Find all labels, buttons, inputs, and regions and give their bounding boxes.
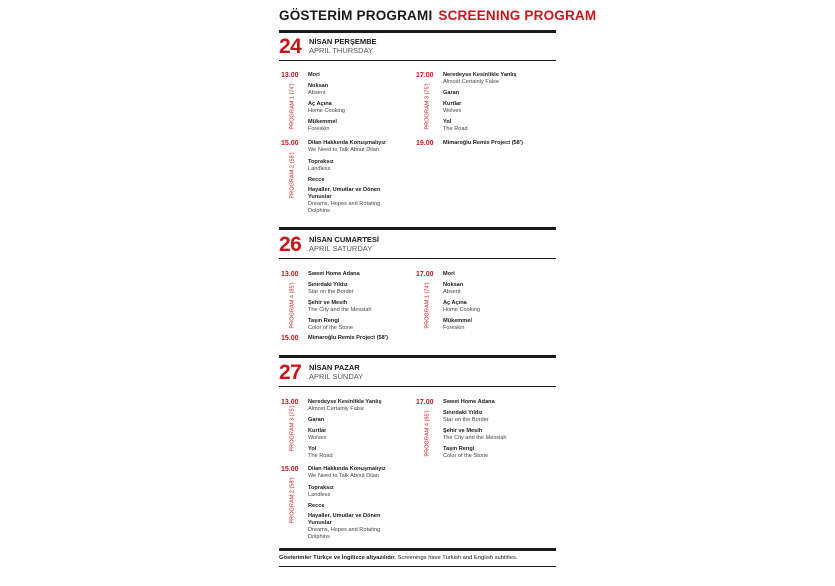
film-entry: Sweet Home Adana bbox=[443, 399, 495, 405]
film-entry: Garan bbox=[308, 417, 325, 423]
subtitle-note-turkish: Gösterimler Türkçe ve İngilizce altyazılıdır. bbox=[279, 555, 396, 561]
screening-time: 17.00 bbox=[416, 72, 434, 79]
program-label: PROGRAM 4 (85') bbox=[424, 409, 431, 457]
film-entry: Mimaroğlu Remix Project (58') bbox=[308, 335, 388, 341]
film-entry: Hayaller, Umutlar ve Dönen Yunuslar Dreams, Hopes and Rotating Dolphins bbox=[308, 187, 381, 214]
film-entry: Sınırdaki Yıldız Star on the Border bbox=[308, 282, 354, 295]
title-english: SCREENING PROGRAM bbox=[438, 8, 597, 23]
film-entry: Şehir ve Mesih The City and the Messiah bbox=[443, 428, 507, 441]
film-entry: Neredeyse Kesinlikle Yanlış Almost Certainly False bbox=[308, 399, 382, 412]
film-entry: Recce bbox=[308, 503, 325, 509]
day-label-turkish: NİSAN CUMARTESİ bbox=[309, 235, 380, 244]
film-entry: Kurtlar Wolves bbox=[308, 428, 327, 441]
divider bbox=[279, 258, 556, 259]
film-entry: Dilan Hakkında Konuşmalıyız We Need to Talk About Dilan bbox=[308, 140, 386, 153]
screening-time: 15.00 bbox=[281, 335, 299, 342]
day-label-turkish: NİSAN PERŞEMBE bbox=[309, 37, 377, 46]
film-entry: Noksan Absent bbox=[308, 83, 329, 96]
program-label: PROGRAM 4 (85') bbox=[289, 281, 296, 329]
film-entry: Mori bbox=[443, 271, 455, 277]
screening-time: 13.00 bbox=[281, 72, 299, 79]
subtitle-note-english: Screenings have Turkish and English subtitles. bbox=[397, 555, 518, 561]
film-entry: Kurtlar Wolves bbox=[443, 101, 462, 114]
film-entry: Noksan Absent bbox=[443, 282, 464, 295]
film-entry: Neredeyse Kesinlikle Yanlış Almost Certainly False bbox=[443, 72, 517, 85]
subtitle-note bbox=[279, 555, 556, 561]
film-entry: Garan bbox=[443, 90, 460, 96]
program-label: PROGRAM 2 (58') bbox=[289, 151, 296, 199]
divider bbox=[279, 30, 556, 33]
film-entry: Yol The Road bbox=[443, 119, 468, 132]
program-label: PROGRAM 3 (75') bbox=[289, 404, 296, 452]
day-label-english: APRIL SATURDAY bbox=[309, 244, 373, 253]
screening-time: 15.00 bbox=[281, 140, 299, 147]
program-label: PROGRAM 3 (75') bbox=[424, 82, 431, 130]
film-entry: Sınırdaki Yıldız Star on the Border bbox=[443, 410, 489, 423]
film-entry: Mori bbox=[308, 72, 320, 78]
divider bbox=[279, 355, 556, 358]
divider bbox=[279, 227, 556, 230]
screening-time: 17.00 bbox=[416, 271, 434, 278]
film-entry: Sweet Home Adana bbox=[308, 271, 360, 277]
film-entry: Yol The Road bbox=[308, 446, 333, 459]
screening-time: 17.00 bbox=[416, 399, 434, 406]
day-number: 27 bbox=[279, 361, 302, 384]
film-entry: Topraksız Landless bbox=[308, 485, 334, 498]
divider bbox=[279, 566, 556, 567]
page-title bbox=[279, 8, 596, 23]
title-turkish: GÖSTERİM PROGRAMI bbox=[279, 8, 433, 23]
film-entry: Dilan Hakkında Konuşmalıyız We Need to Talk About Dilan bbox=[308, 466, 386, 479]
film-entry: Recce bbox=[308, 177, 325, 183]
screening-time: 15.00 bbox=[281, 466, 299, 473]
film-entry: Mimaroğlu Remix Project (58') bbox=[443, 140, 523, 146]
day-label-english: APRIL SUNDAY bbox=[309, 372, 364, 381]
divider bbox=[279, 548, 556, 551]
program-label: PROGRAM 1 (74') bbox=[424, 281, 431, 329]
program-label: PROGRAM 2 (58') bbox=[289, 476, 296, 524]
divider bbox=[279, 60, 556, 61]
screening-time: 13.00 bbox=[281, 271, 299, 278]
film-entry: Taşın Rengi Color of the Stone bbox=[308, 318, 354, 331]
program-label: PROGRAM 1 (74') bbox=[289, 82, 296, 130]
film-entry: Aç Açına Home Cooking bbox=[308, 101, 345, 114]
screening-time: 19.00 bbox=[416, 140, 434, 147]
day-label-english: APRIL THURSDAY bbox=[309, 46, 374, 55]
divider bbox=[279, 386, 556, 387]
film-entry: Mükemmel Foreskin bbox=[443, 318, 472, 331]
day-label-turkish: NİSAN PAZAR bbox=[309, 363, 360, 372]
day-number: 26 bbox=[279, 233, 302, 256]
film-entry: Aç Açına Home Cooking bbox=[443, 300, 480, 313]
film-entry: Mükemmel Foreskin bbox=[308, 119, 337, 132]
film-entry: Şehir ve Mesih The City and the Messiah bbox=[308, 300, 372, 313]
film-entry: Taşın Rengi Color of the Stone bbox=[443, 446, 489, 459]
film-entry: Topraksız Landless bbox=[308, 159, 334, 172]
day-number: 24 bbox=[279, 35, 302, 58]
film-entry: Hayaller, Umutlar ve Dönen Yunuslar Dreams, Hopes and Rotating Dolphins bbox=[308, 513, 381, 540]
screening-time: 13.00 bbox=[281, 399, 299, 406]
